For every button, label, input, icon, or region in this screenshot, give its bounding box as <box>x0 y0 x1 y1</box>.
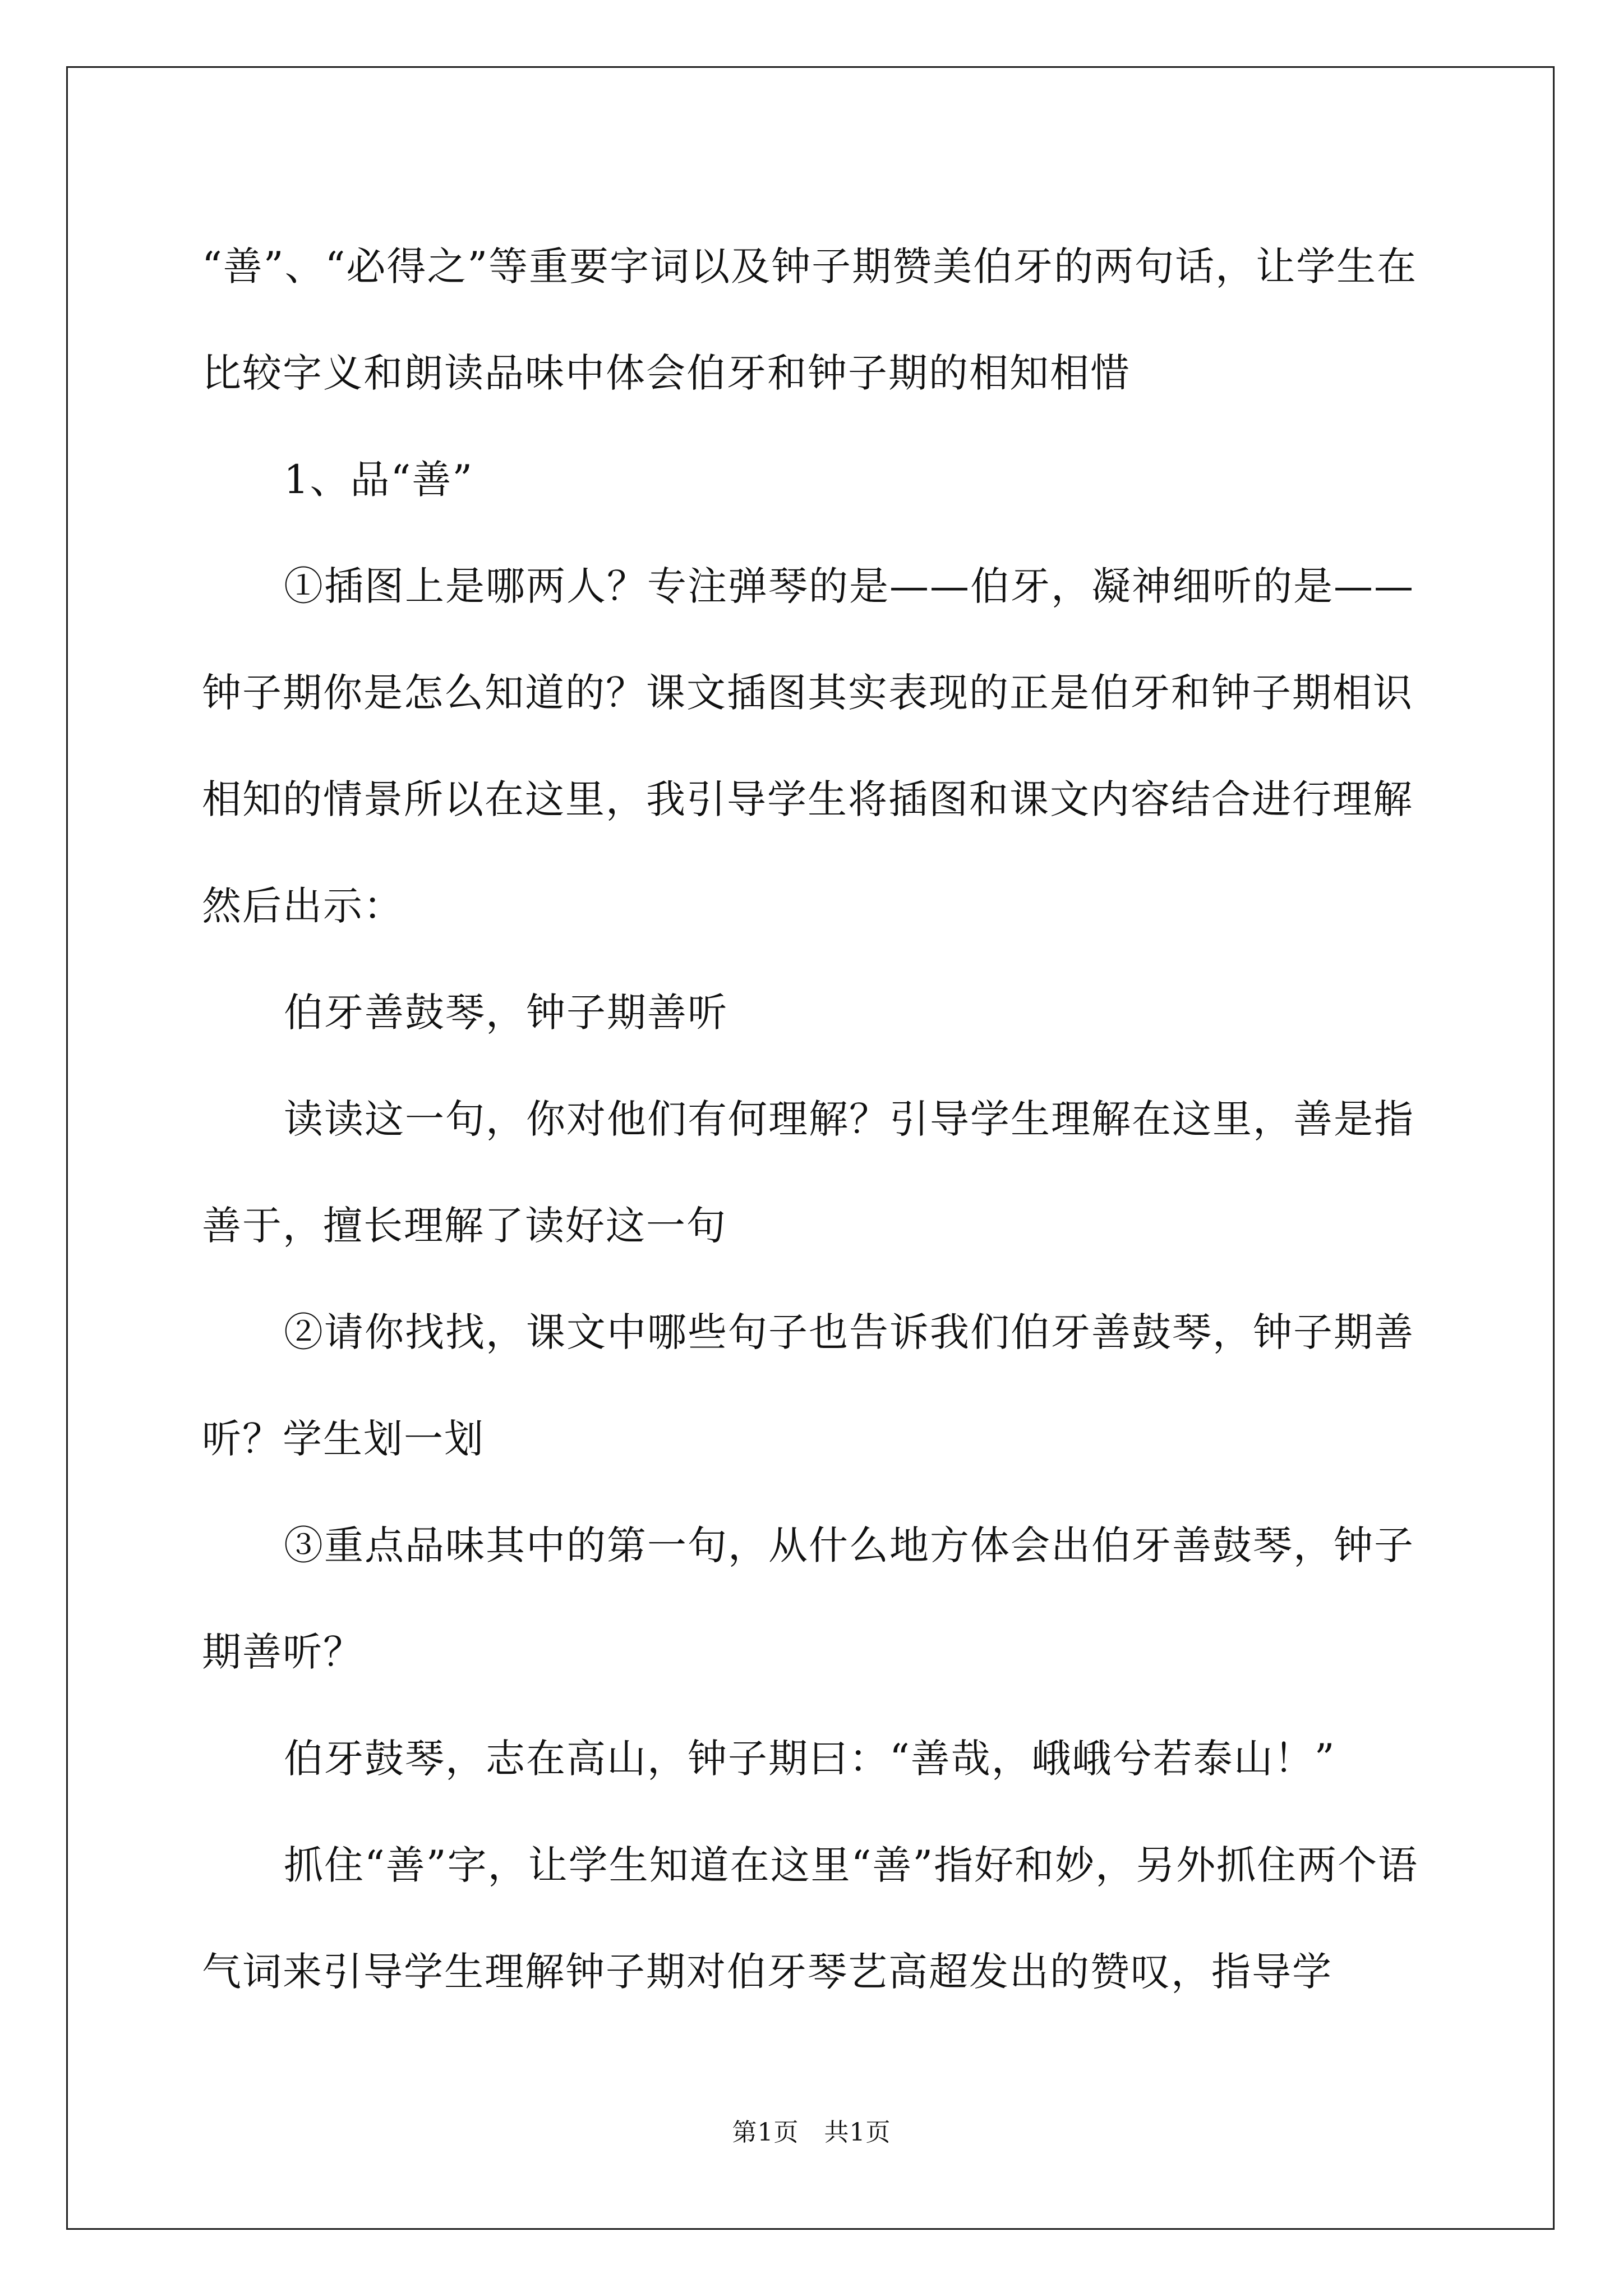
page-footer: 第1页 共1页 <box>732 2118 891 2147</box>
paragraph: “善”、“必得之”等重要字词以及钟子期赞美伯牙的两句话，让学生在比较字义和朗读品味中体会伯牙和钟子期的相知相惜 <box>202 243 1418 396</box>
document-body <box>202 213 1430 2025</box>
paragraph: 读读这一句，你对他们有何理解？引导学生理解在这里，善是指善于，擅长理解了读好这一句 <box>202 1096 1414 1249</box>
paragraph: ②请你找找，课文中哪些句子也告诉我们伯牙善鼓琴，钟子期善听？学生划一划 <box>202 1309 1414 1462</box>
paragraph: ③重点品味其中的第一句，从什么地方体会出伯牙善鼓琴，钟子期善听？ <box>202 1522 1414 1675</box>
paragraph: 1、品“善” <box>284 457 474 503</box>
paragraph: ①插图上是哪两人？专注弹琴的是——伯牙，凝神细听的是——钟子期你是怎么知道的？课文插图其实表现的正是伯牙和钟子期相识相知的情景所以在这里，我引导学生将插图和课文内容结合进行理解然后出示： <box>202 563 1414 929</box>
paragraph: 抓住“善”字，让学生知道在这里“善”指好和妙，另外抓住两个语气词来引导学生理解钟子期对伯牙琴艺高超发出的赞叹，指导学 <box>202 1842 1419 1995</box>
paragraph: 伯牙善鼓琴，钟子期善听 <box>284 990 728 1036</box>
paragraph: 伯牙鼓琴，志在高山，钟子期曰：“善哉，峨峨兮若泰山！” <box>284 1736 1336 1782</box>
